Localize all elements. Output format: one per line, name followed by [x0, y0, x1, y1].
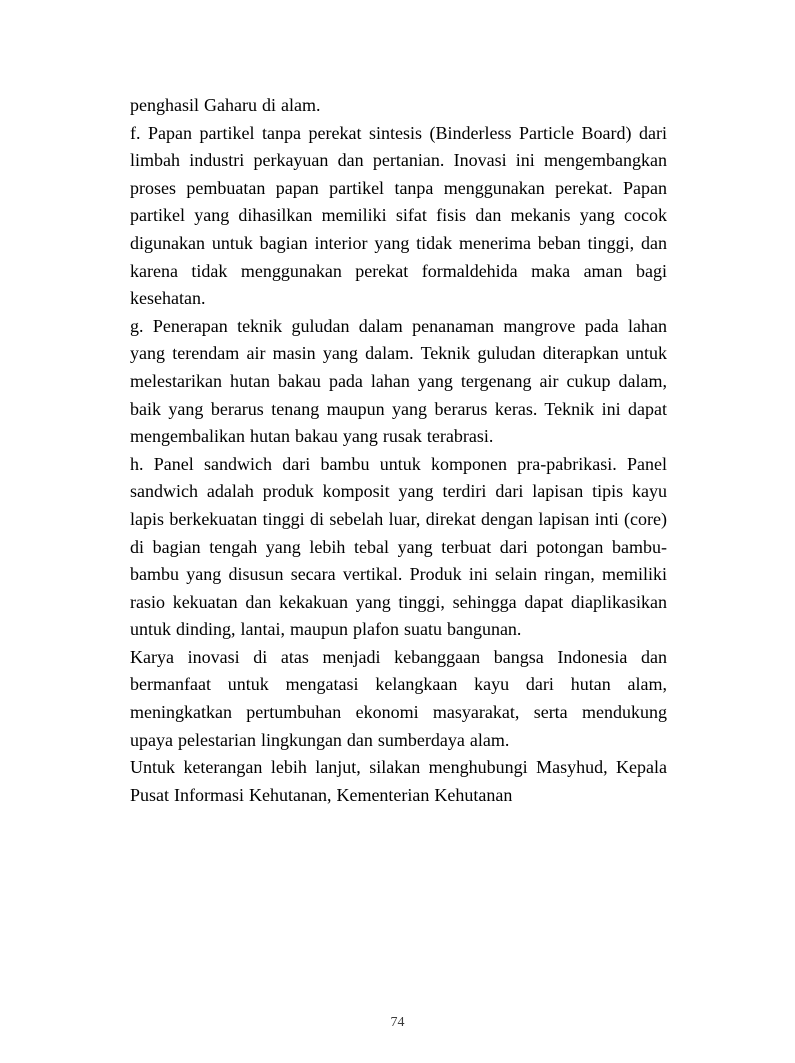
paragraph-item-f: f. Papan partikel tanpa perekat sintesis (Binderless Particle Board) dari limbah industri perkayuan dan pertanian. Inovasi ini mengembangkan proses pembuatan papan partikel tanpa menggunakan perekat. Papan partikel yang dihasilkan memiliki sifat fisis dan mekanis yang cocok digunakan untuk bagian interior yang tidak menerima beban tinggi, dan karena tidak menggunakan perekat formaldehida maka aman bagi kesehatan.: [130, 122, 667, 309]
page-number: 74: [390, 1015, 405, 1030]
paragraph-item-g: g. Penerapan teknik guludan dalam penanaman mangrove pada lahan yang terendam air masin yang dalam. Teknik guludan diterapkan untuk melestarikan hutan bakau pada lahan yang tergenang air cukup dalam, baik yang berarus tenang maupun yang berarus keras. Teknik ini dapat mengembalikan hutan bakau yang rusak terabrasi.: [130, 315, 667, 447]
paragraph-closing: Karya inovasi di atas menjadi kebanggaan bangsa Indonesia dan bermanfaat untuk mengatasi kelangkaan kayu dari hutan alam, meningkatkan pertumbuhan ekonomi masyarakat, serta mendukung upaya pelestarian lingkungan dan sumberdaya alam.: [130, 646, 667, 750]
page-body: [130, 92, 667, 809]
paragraph-item-h: h. Panel sandwich dari bambu untuk komponen pra-pabrikasi. Panel sandwich adalah produk komposit yang terdiri dari lapisan tipis kayu lapis berkekuatan tinggi di sebelah luar, direkat dengan lapisan inti (core) di bagian tengah yang lebih tebal yang terbuat dari potongan bambu-bambu yang disusun secara vertikal. Produk ini selain ringan, memiliki rasio kekuatan dan kekakuan yang tinggi, sehingga dapat diaplikasikan untuk dinding, lantai, maupun plafon suatu bangunan.: [130, 453, 667, 640]
paragraph-contact: Untuk keterangan lebih lanjut, silakan menghubungi Masyhud, Kepala Pusat Informasi Kehutanan, Kementerian Kehutanan: [130, 757, 667, 805]
paragraph-continuation: penghasil Gaharu di alam.: [130, 95, 321, 115]
